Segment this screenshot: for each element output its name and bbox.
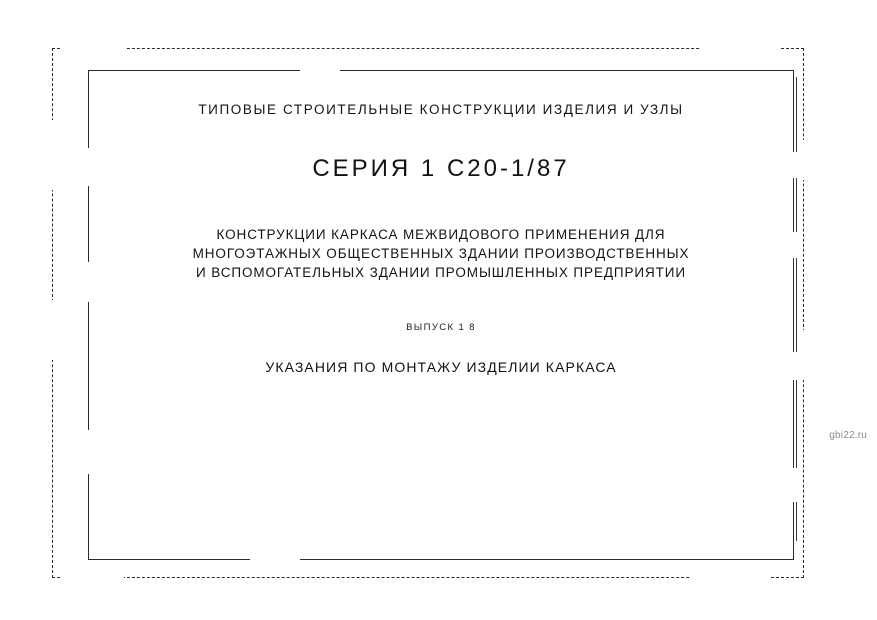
border-gap — [300, 64, 340, 77]
subject-line: И ВСПОМОГАТЕЛЬНЫХ ЗДАНИИ ПРОМЫШЛЕННЫХ ПРЕДПРИЯТИИ — [195, 265, 686, 280]
border-gap — [690, 570, 770, 586]
subject-line: КОНСТРУКЦИИ КАРКАСА МЕЖВИДОВОГО ПРИМЕНЕНИЯ ДЛЯ — [216, 227, 666, 242]
border-gap — [786, 232, 802, 258]
watermark: gbi22.ru — [829, 430, 867, 441]
page-title: УКАЗАНИЯ ПО МОНТАЖУ ИЗДЕЛИИ КАРКАСА — [265, 359, 617, 375]
border-gap — [60, 42, 126, 56]
border-gap — [82, 148, 95, 186]
border-gap — [786, 152, 802, 178]
border-gap — [786, 352, 802, 380]
border-gap — [250, 554, 300, 567]
subject-line: МНОГОЭТАЖНЫХ ОБЩЕСТВЕННЫХ ЗДАНИИ ПРОИЗВОДСТВЕННЫХ — [192, 246, 690, 261]
border-gap — [786, 468, 802, 502]
document-heading: ТИПОВЫЕ СТРОИТЕЛЬНЫЕ КОНСТРУКЦИИ ИЗДЕЛИЯ И УЗЛЫ — [198, 102, 684, 117]
border-gap — [46, 300, 60, 360]
border-gap — [82, 262, 95, 302]
border-gap — [46, 120, 60, 190]
border-gap — [700, 42, 780, 56]
subject-block — [96, 225, 786, 282]
border-gap — [82, 430, 95, 474]
issue-number: ВЫПУСК 1 8 — [406, 322, 476, 333]
title-page-content — [96, 80, 786, 375]
border-gap — [60, 570, 124, 586]
series-number: СЕРИЯ 1 С20-1/87 — [312, 155, 570, 182]
